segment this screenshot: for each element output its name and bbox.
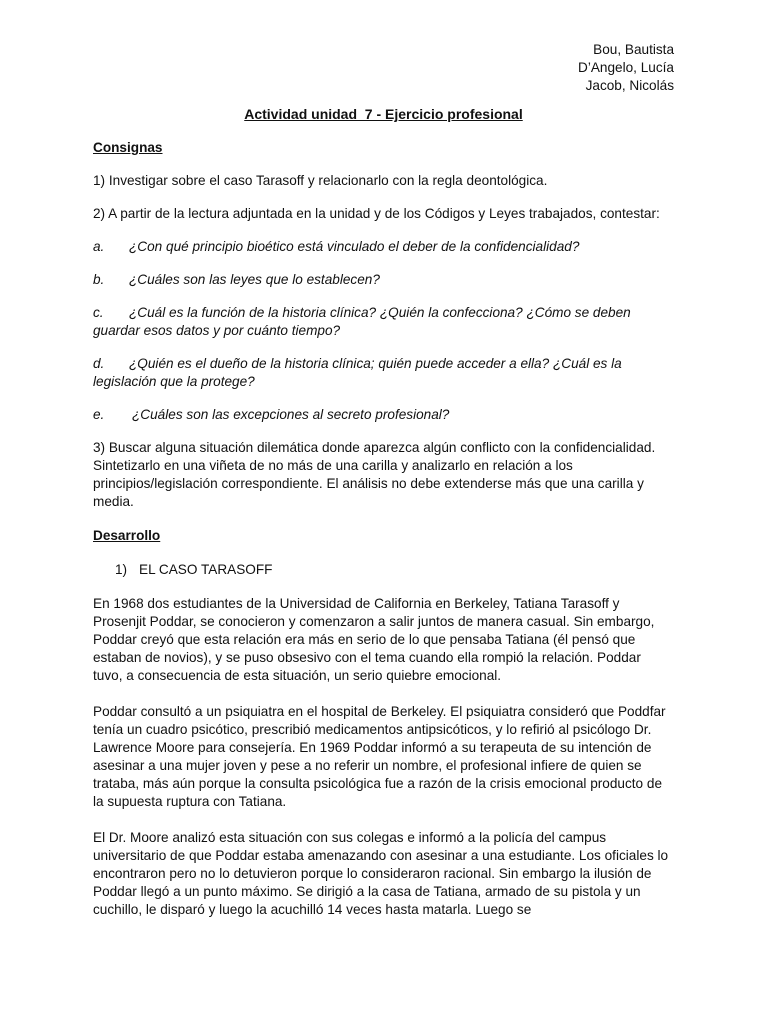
section-number: 1) xyxy=(115,562,128,577)
document-title: Actividad unidad 7 - Ejercicio profesional xyxy=(244,106,523,122)
question-letter: c. xyxy=(93,305,104,320)
question-letter: d. xyxy=(93,356,105,371)
consigna-item-2: 2) A partir de la lectura adjuntada en la unidad y de los Códigos y Leyes trabajados, contestar: xyxy=(93,206,660,221)
consigna-item-1: 1) Investigar sobre el caso Tarasoff y relacionarlo con la regla deontológica. xyxy=(93,173,548,188)
question-letter: b. xyxy=(93,272,105,287)
question-text: ¿Cuáles son las leyes que lo establecen? xyxy=(129,272,380,287)
author-list xyxy=(93,41,674,95)
question-b xyxy=(93,271,674,289)
author-name: D’Angelo, Lucía xyxy=(578,60,674,75)
question-text: ¿Cuáles son las excepciones al secreto profesional? xyxy=(132,407,450,422)
question-letter: e. xyxy=(93,407,105,422)
section-title: EL CASO TARASOFF xyxy=(139,562,273,577)
question-e xyxy=(93,406,674,424)
body-paragraph: El Dr. Moore analizó esta situación con sus colegas e informó a la policía del campus universitario de que Poddar estaba amenazando con asesinar a una estudiante. Los oficiales lo encontraron pero no lo detuvieron porque lo consideraron racional. Sin embargo la ilusión de Poddar llegó a un punto máximo. Se dirigió a la casa de Tatiana, armado de su pistola y un cuchillo, le disparó y luego la acuchilló 14 veces hasta matarla. Luego se xyxy=(93,830,669,917)
question-c xyxy=(93,304,674,340)
question-text: ¿Quién es el dueño de la historia clínica; quién puede acceder a ella? ¿Cuál es la legislación que la protege? xyxy=(93,356,622,389)
question-letter: a. xyxy=(93,239,105,254)
question-a xyxy=(93,238,674,256)
body-paragraph: Poddar consultó a un psiquiatra en el hospital de Berkeley. El psiquiatra consideró que Poddfar tenía un cuadro psicótico, prescribió medicamentos antipsicóticos, y lo refirió al psicólogo Dr. Lawrence Moore para consejería. En 1969 Poddar informó a su terapeuta de su intención de asesinar a una mujer joven y pese a no referir un nombre, el profesional infiere de quien se trataba, más aún porque la consulta psicológica fue a razón de la crisis emocional producto de la supuesta ruptura con Tatiana. xyxy=(93,704,666,809)
body-paragraph: En 1968 dos estudiantes de la Universidad de California en Berkeley, Tatiana Tarasoff y Prosenjit Poddar, se conocieron y comenzaron a salir juntos de manera casual. Sin embargo, Poddar creyó que esta relación era más en serio de lo que pensaba Tatiana (él pensó que estaban de novios), y se puso obsesivo con el tema cuando ella rompió la relación. Poddar tuvo, a consecuencia de esta situación, un serio quiebre emocional. xyxy=(93,596,655,683)
consignas-heading: Consignas xyxy=(93,140,163,155)
desarrollo-heading: Desarrollo xyxy=(93,528,161,543)
section-heading xyxy=(93,561,674,579)
question-text: ¿Cuál es la función de la historia clínica? ¿Quién la confecciona? ¿Cómo se deben guardar esos datos y por cuánto tiempo? xyxy=(93,305,631,338)
question-d xyxy=(93,355,674,391)
question-text: ¿Con qué principio bioético está vinculado el deber de la confidencialidad? xyxy=(129,239,580,254)
author-name: Jacob, Nicolás xyxy=(585,78,674,93)
consigna-item-3: 3) Buscar alguna situación dilemática donde aparezca algún conflicto con la confidencialidad. Sintetizarlo en una viñeta de no más de una carilla y analizarlo en relación a los principios/legislación correspondiente. El análisis no debe extenderse más que una carilla y media. xyxy=(93,440,656,509)
author-name: Bou, Bautista xyxy=(593,42,674,57)
